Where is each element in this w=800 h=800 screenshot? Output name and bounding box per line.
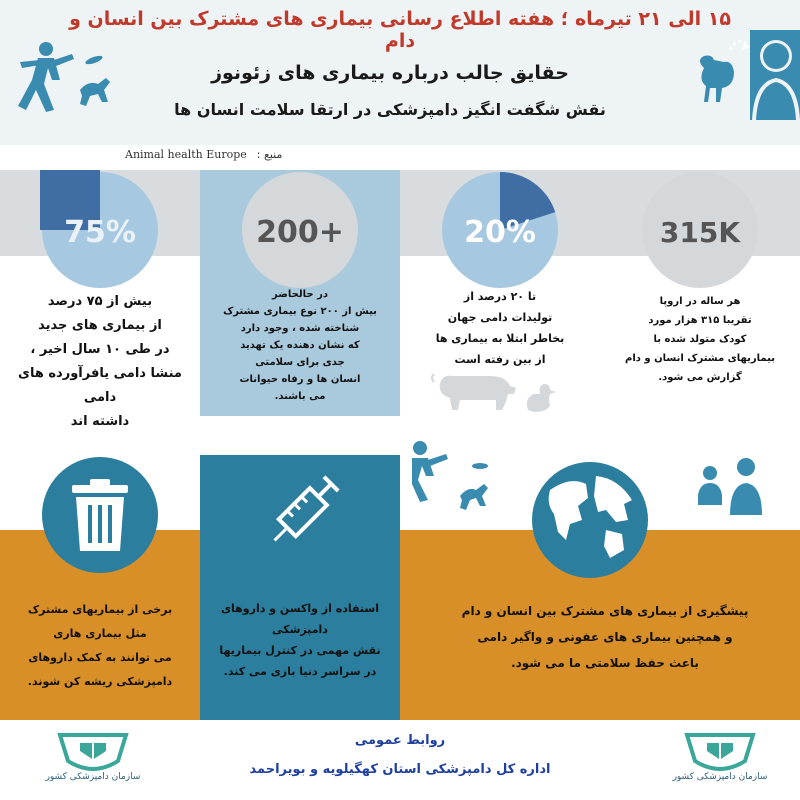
stat-text-line: از بین رفته است bbox=[454, 353, 546, 366]
main-title: حقایق جالب درباره بیماری های زئونوز bbox=[211, 62, 569, 84]
prevention-line: در سراسر دنیا بازی می کند. bbox=[223, 665, 377, 678]
week-date-title: ۱۵ الی ۲۱ تیرماه ؛ هفته اطلاع رسانی بیماری های مشترک بین انسان و دام bbox=[69, 8, 731, 52]
stat-text-line: کودک متولد شده با bbox=[653, 334, 747, 345]
vet-org-logo-left bbox=[48, 725, 138, 795]
stat-card-315k bbox=[600, 170, 800, 415]
stat-value-200: 200+ bbox=[256, 215, 344, 250]
stat-text-line: بخاطر ابتلا به بیماری ها bbox=[435, 332, 565, 345]
source-label: منبع : bbox=[256, 148, 283, 161]
stat-circle-200 bbox=[240, 170, 360, 290]
prevention-line: استفاده از واکسن و داروهای bbox=[220, 602, 380, 615]
prevention-line: برخی از بیماریهای مشترک bbox=[27, 603, 173, 616]
stat-text-200 bbox=[210, 286, 390, 405]
stat-text-line: بیماریهای مشترک انسان و دام bbox=[625, 353, 775, 364]
stat-text-20 bbox=[410, 286, 590, 370]
prevention-line: نقش مهمی در کنترل بیماریها bbox=[219, 644, 381, 657]
stat-text-line: گزارش می شود. bbox=[658, 372, 742, 383]
stat-text-line: منشا دامی یافرآورده های دامی bbox=[18, 366, 182, 405]
stat-text-line: انسان ها و رفاه حیوانات bbox=[239, 374, 361, 385]
prevention-line: باعث حفظ سلامتی ما می شود. bbox=[511, 656, 699, 670]
stat-text-315k bbox=[610, 292, 790, 387]
prevention-text-vaccine bbox=[210, 598, 390, 682]
stat-text-line: بیش از ۲۰۰ نوع بیماری مشترک bbox=[223, 306, 377, 317]
logo-caption-right: سازمان دامپزشکی کشور bbox=[672, 772, 768, 782]
stat-text-line: شناخته شده ، وجود دارد bbox=[240, 323, 360, 334]
person-child-icon bbox=[690, 455, 770, 515]
stat-text-line: بیش از ۷۵ درصد bbox=[47, 294, 153, 309]
poultry-to-human-icon bbox=[690, 30, 800, 120]
prevention-line: می توانند به کمک داروهای bbox=[28, 651, 172, 664]
stat-text-line: می باشند. bbox=[274, 391, 326, 402]
syringe-circle bbox=[240, 455, 360, 575]
stat-card-75 bbox=[0, 170, 200, 429]
subtitle: نقش شگفت انگیز دامپزشکی در ارتقا سلامت انسان ها bbox=[174, 100, 606, 119]
stat-text-line: در طی ۱۰ سال اخیر ، bbox=[30, 342, 170, 357]
source-name: Animal health Europe bbox=[125, 148, 247, 161]
stat-value-75: 75% bbox=[64, 215, 136, 250]
footer-organization: اداره کل دامپزشکی استان کهگیلویه و بویراحمد bbox=[249, 762, 551, 777]
stat-card-200 bbox=[200, 170, 400, 415]
stat-text-line: جدی برای سلامتی bbox=[255, 357, 345, 368]
prevention-line: دامپزشکی bbox=[272, 623, 328, 636]
stat-text-line: تا ۲۰ درصد از bbox=[463, 290, 537, 303]
stat-value-20: 20% bbox=[464, 215, 536, 250]
prevention-line: پیشگیری از بیماری های مشترک بین انسان و دام bbox=[461, 604, 749, 618]
source-line bbox=[125, 148, 282, 161]
stat-text-line: تقریبا ۳۱۵ هزار مورد bbox=[648, 315, 752, 326]
prevention-text-main bbox=[420, 598, 790, 676]
prevention-line: و همچنین بیماری های عفونی و واگیر دامی bbox=[477, 630, 733, 644]
logo-caption-left: سازمان دامپزشکی کشور bbox=[45, 772, 141, 782]
stat-value-315k: 315K bbox=[659, 216, 741, 249]
stat-text-line: که نشان دهنده یک تهدید bbox=[240, 340, 360, 351]
stat-text-line: در حالحاضر bbox=[272, 289, 328, 300]
trash-circle bbox=[40, 455, 160, 575]
stat-text-line: هر ساله در اروپا bbox=[659, 296, 741, 307]
vet-org-logo-right bbox=[675, 725, 765, 795]
man-dog-frisbee-icon bbox=[10, 40, 120, 120]
prevention-text-rabies bbox=[10, 598, 190, 694]
stat-text-line: داشته اند bbox=[70, 414, 130, 429]
prevention-line: مثل بیماری هاری bbox=[53, 627, 147, 640]
stat-pie-75 bbox=[40, 170, 160, 290]
prevention-line: دامپزشکی ریشه کن شوند. bbox=[27, 675, 173, 688]
footer-department: روابط عمومی bbox=[354, 733, 446, 748]
stat-text-line: تولیدات دامی جهان bbox=[447, 311, 553, 324]
stat-pie-20 bbox=[440, 170, 560, 290]
stat-text-line: از بیماری های جدید bbox=[38, 318, 162, 333]
globe-frisbee-icon bbox=[410, 440, 670, 580]
stat-text-75 bbox=[10, 290, 190, 434]
stat-circle-315k bbox=[640, 170, 760, 290]
pig-duck-icon bbox=[430, 370, 560, 415]
